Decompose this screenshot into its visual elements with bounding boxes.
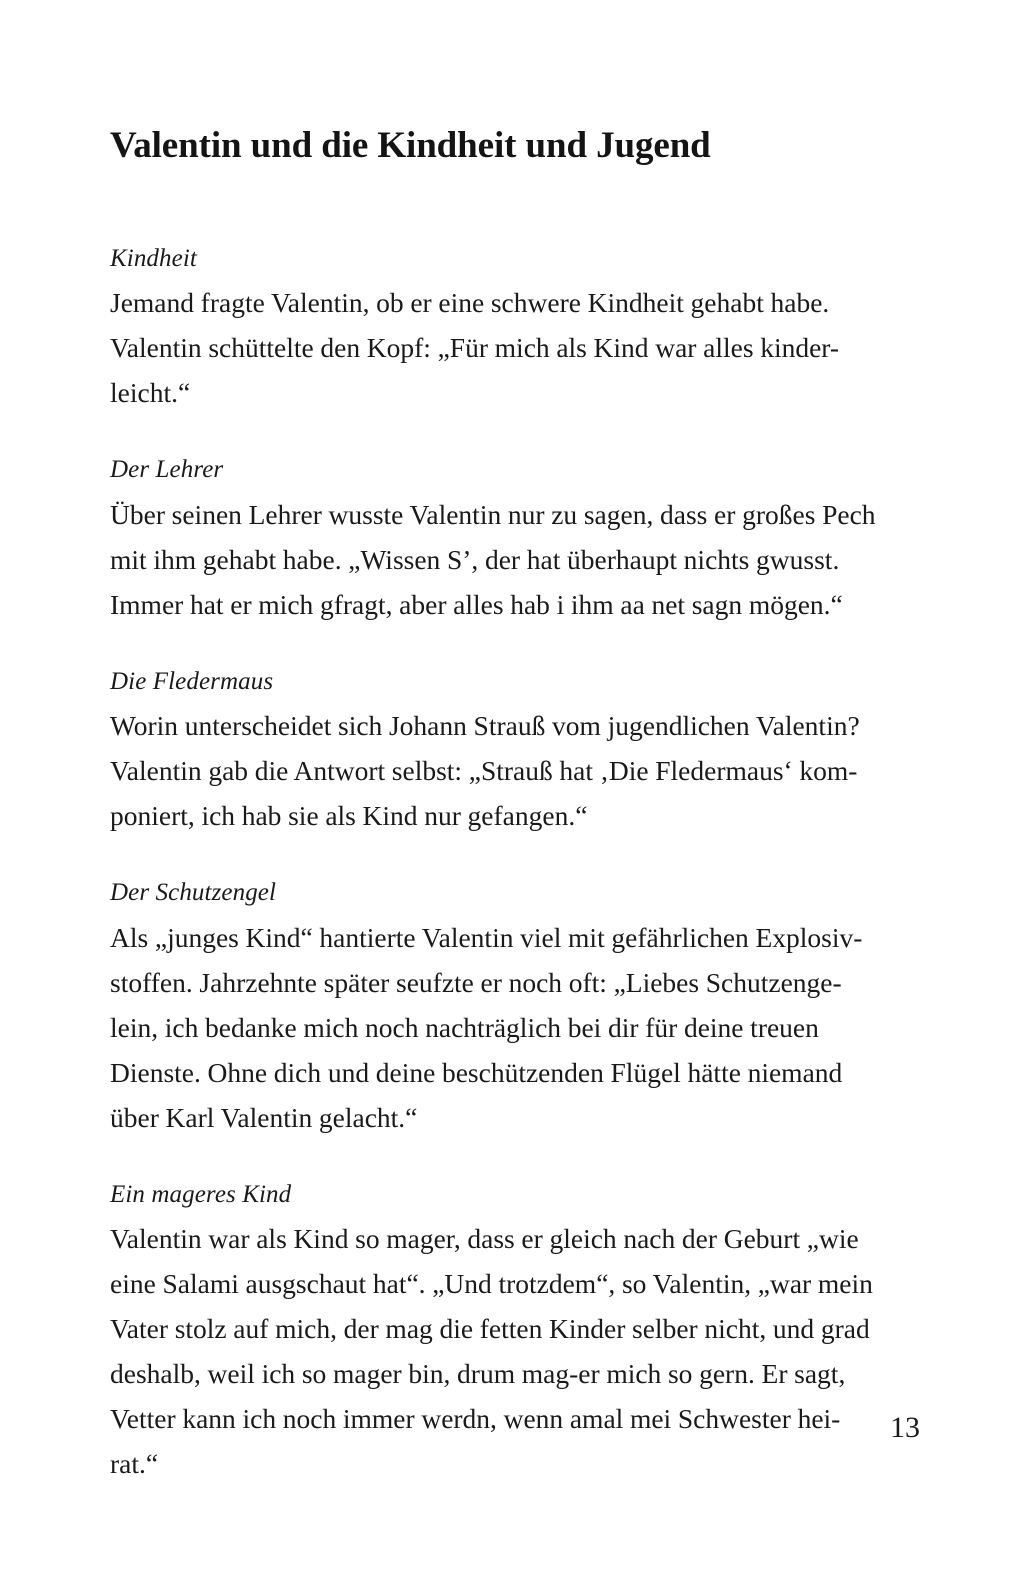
section-die-fledermaus [110,667,922,839]
section-der-schutzengel [110,878,922,1140]
section-heading: Der Schutzengel [110,879,277,907]
section-body [110,492,922,627]
body-line: deshalb, weil ich so mager bin, drum mag-er mich so gern. Er sagt, [110,1358,846,1390]
page-title: Valentin und die Kindheit und Jugend [110,125,711,166]
body-line: poniert, ich hab sie als Kind nur gefangen.“ [110,800,588,832]
section-ein-mageres-kind [110,1180,922,1487]
body-line: Als „junges Kind“ hantierte Valentin viel mit gefährlichen Explosiv- [110,921,863,953]
body-line: eine Salami ausgschaut hat“. „Und trotzdem“, so Valentin, „war mein [110,1268,873,1300]
body-line: Valentin gab die Antwort selbst: „Strauß hat ‚Die Fledermaus‘ kom- [110,755,858,787]
section-body [110,280,922,415]
section-heading: Ein mageres Kind [110,1180,292,1208]
body-line: mit ihm gehabt habe. „Wissen S’, der hat überhaupt nichts gwusst. [110,543,840,575]
body-line: leicht.“ [110,377,191,409]
section-list [110,244,922,1487]
section-body [110,1216,922,1486]
body-line: lein, ich bedanke mich noch nachträglich bei dir für deine treuen [110,1011,819,1043]
body-line: Dienste. Ohne dich und deine beschützenden Flügel hätte niemand [110,1056,843,1088]
body-line: Über seinen Lehrer wusste Valentin nur zu sagen, dass er großes Pech [110,498,876,530]
body-line: Valentin war als Kind so mager, dass er gleich nach der Geburt „wie [110,1223,859,1255]
body-line: Worin unterscheidet sich Johann Strauß vom jugendlichen Valentin? [110,710,860,742]
section-der-lehrer [110,455,922,627]
body-line: Vetter kann ich noch immer werdn, wenn amal mei Schwester hei- [110,1403,841,1435]
section-heading: Kindheit [110,244,197,272]
page-number: 13 [890,1411,920,1444]
section-body [110,703,922,838]
section-body [110,915,922,1140]
body-line: Vater stolz auf mich, der mag die fetten Kinder selber nicht, und grad [110,1313,870,1345]
page-content [110,124,922,1486]
body-line: Valentin schüttelte den Kopf: „Für mich als Kind war alles kinder- [110,332,840,364]
section-kindheit [110,244,922,416]
body-line: stoffen. Jahrzehnte später seufzte er noch oft: „Liebes Schutzenge- [110,966,842,998]
section-heading: Die Fledermaus [110,667,274,695]
body-line: Immer hat er mich gfragt, aber alles hab i ihm aa net sagn mögen.“ [110,588,843,620]
body-line: Jemand fragte Valentin, ob er eine schwere Kindheit gehabt habe. [110,287,830,319]
body-line: über Karl Valentin gelacht.“ [110,1101,418,1133]
body-line: rat.“ [110,1448,159,1480]
section-heading: Der Lehrer [110,456,224,484]
